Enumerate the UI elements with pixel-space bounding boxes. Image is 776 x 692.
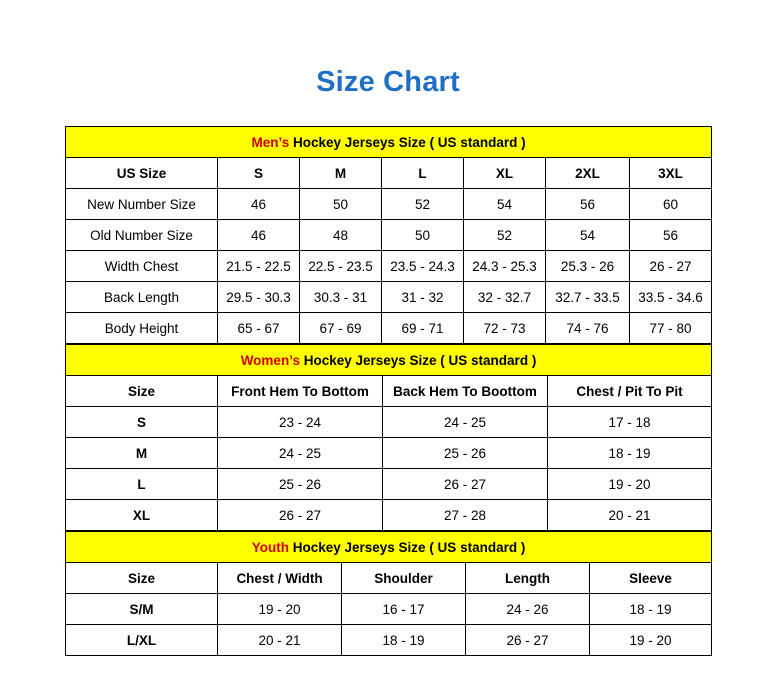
table-row bbox=[66, 220, 712, 251]
youth-band-rest: Hockey Jerseys Size ( US standard ) bbox=[288, 539, 526, 555]
column-header: Length bbox=[466, 563, 590, 594]
table-cell: 74 - 76 bbox=[546, 313, 630, 344]
mens-band bbox=[66, 127, 712, 158]
mens-band-rest: Hockey Jerseys Size ( US standard ) bbox=[289, 134, 526, 150]
table-cell: 24 - 25 bbox=[383, 407, 548, 438]
table-cell: 77 - 80 bbox=[630, 313, 712, 344]
row-label: Back Length bbox=[66, 282, 218, 313]
table-cell: 19 - 20 bbox=[590, 625, 712, 656]
womens-band-rest: Hockey Jerseys Size ( US standard ) bbox=[299, 352, 537, 368]
column-header: 3XL bbox=[630, 158, 712, 189]
table-cell: 67 - 69 bbox=[300, 313, 382, 344]
table-cell: 46 bbox=[218, 189, 300, 220]
table-cell: 48 bbox=[300, 220, 382, 251]
row-label: L bbox=[66, 469, 218, 500]
row-label: New Number Size bbox=[66, 189, 218, 220]
table-cell: 27 - 28 bbox=[383, 500, 548, 531]
table-cell: 19 - 20 bbox=[548, 469, 712, 500]
table-cell: 18 - 19 bbox=[342, 625, 466, 656]
table-cell: 60 bbox=[630, 189, 712, 220]
table-row bbox=[66, 189, 712, 220]
womens-size-table bbox=[65, 344, 712, 531]
table-row bbox=[66, 282, 712, 313]
table-cell: 20 - 21 bbox=[548, 500, 712, 531]
column-header: M bbox=[300, 158, 382, 189]
table-cell: 22.5 - 23.5 bbox=[300, 251, 382, 282]
table-cell: 54 bbox=[464, 189, 546, 220]
table-cell: 29.5 - 30.3 bbox=[218, 282, 300, 313]
column-header: Back Hem To Boottom bbox=[383, 376, 548, 407]
table-row bbox=[66, 438, 712, 469]
row-label: L/XL bbox=[66, 625, 218, 656]
table-cell: 16 - 17 bbox=[342, 594, 466, 625]
table-row bbox=[66, 407, 712, 438]
table-cell: 20 - 21 bbox=[218, 625, 342, 656]
table-row bbox=[66, 594, 712, 625]
womens-band bbox=[66, 345, 712, 376]
table-cell: 50 bbox=[300, 189, 382, 220]
table-cell: 24 - 26 bbox=[466, 594, 590, 625]
table-cell: 30.3 - 31 bbox=[300, 282, 382, 313]
table-row bbox=[66, 313, 712, 344]
table-row bbox=[66, 625, 712, 656]
table-cell: 19 - 20 bbox=[218, 594, 342, 625]
row-label: Width Chest bbox=[66, 251, 218, 282]
table-cell: 52 bbox=[464, 220, 546, 251]
row-label: Body Height bbox=[66, 313, 218, 344]
column-header: XL bbox=[464, 158, 546, 189]
table-row bbox=[66, 469, 712, 500]
column-header: Chest / Width bbox=[218, 563, 342, 594]
youth-band bbox=[66, 532, 712, 563]
table-header-row bbox=[66, 376, 712, 407]
table-cell: 21.5 - 22.5 bbox=[218, 251, 300, 282]
table-cell: 56 bbox=[546, 189, 630, 220]
table-cell: 23.5 - 24.3 bbox=[382, 251, 464, 282]
youth-band-accent: Youth bbox=[251, 539, 289, 555]
table-cell: 26 - 27 bbox=[218, 500, 383, 531]
table-band-row bbox=[66, 345, 712, 376]
size-chart-tables bbox=[65, 126, 711, 656]
column-header: Front Hem To Bottom bbox=[218, 376, 383, 407]
table-band-row bbox=[66, 532, 712, 563]
table-cell: 25 - 26 bbox=[383, 438, 548, 469]
womens-band-accent: Women’s bbox=[240, 352, 300, 368]
table-cell: 56 bbox=[630, 220, 712, 251]
column-header: Size bbox=[66, 563, 218, 594]
table-cell: 26 - 27 bbox=[383, 469, 548, 500]
table-cell: 26 - 27 bbox=[466, 625, 590, 656]
table-cell: 46 bbox=[218, 220, 300, 251]
table-band-row bbox=[66, 127, 712, 158]
row-label: S bbox=[66, 407, 218, 438]
page-title: Size Chart bbox=[316, 66, 460, 98]
table-cell: 24.3 - 25.3 bbox=[464, 251, 546, 282]
mens-size-table bbox=[65, 126, 712, 344]
row-label: S/M bbox=[66, 594, 218, 625]
table-cell: 23 - 24 bbox=[218, 407, 383, 438]
table-cell: 69 - 71 bbox=[382, 313, 464, 344]
table-cell: 25.3 - 26 bbox=[546, 251, 630, 282]
table-row bbox=[66, 251, 712, 282]
table-cell: 25 - 26 bbox=[218, 469, 383, 500]
table-cell: 17 - 18 bbox=[548, 407, 712, 438]
row-label: XL bbox=[66, 500, 218, 531]
column-header: L bbox=[382, 158, 464, 189]
column-header: Sleeve bbox=[590, 563, 712, 594]
column-header: S bbox=[218, 158, 300, 189]
table-cell: 72 - 73 bbox=[464, 313, 546, 344]
column-header: Size bbox=[66, 376, 218, 407]
table-cell: 54 bbox=[546, 220, 630, 251]
table-cell: 32 - 32.7 bbox=[464, 282, 546, 313]
table-row bbox=[66, 500, 712, 531]
table-header-row bbox=[66, 158, 712, 189]
column-header: Chest / Pit To Pit bbox=[548, 376, 712, 407]
row-label: Old Number Size bbox=[66, 220, 218, 251]
column-header: US Size bbox=[66, 158, 218, 189]
table-header-row bbox=[66, 563, 712, 594]
column-header: 2XL bbox=[546, 158, 630, 189]
table-cell: 31 - 32 bbox=[382, 282, 464, 313]
table-cell: 65 - 67 bbox=[218, 313, 300, 344]
youth-size-table bbox=[65, 531, 712, 656]
table-cell: 18 - 19 bbox=[548, 438, 712, 469]
table-cell: 52 bbox=[382, 189, 464, 220]
row-label: M bbox=[66, 438, 218, 469]
mens-band-accent: Men’s bbox=[251, 134, 290, 150]
table-cell: 32.7 - 33.5 bbox=[546, 282, 630, 313]
table-cell: 24 - 25 bbox=[218, 438, 383, 469]
table-cell: 50 bbox=[382, 220, 464, 251]
table-cell: 26 - 27 bbox=[630, 251, 712, 282]
column-header: Shoulder bbox=[342, 563, 466, 594]
table-cell: 33.5 - 34.6 bbox=[630, 282, 712, 313]
table-cell: 18 - 19 bbox=[590, 594, 712, 625]
